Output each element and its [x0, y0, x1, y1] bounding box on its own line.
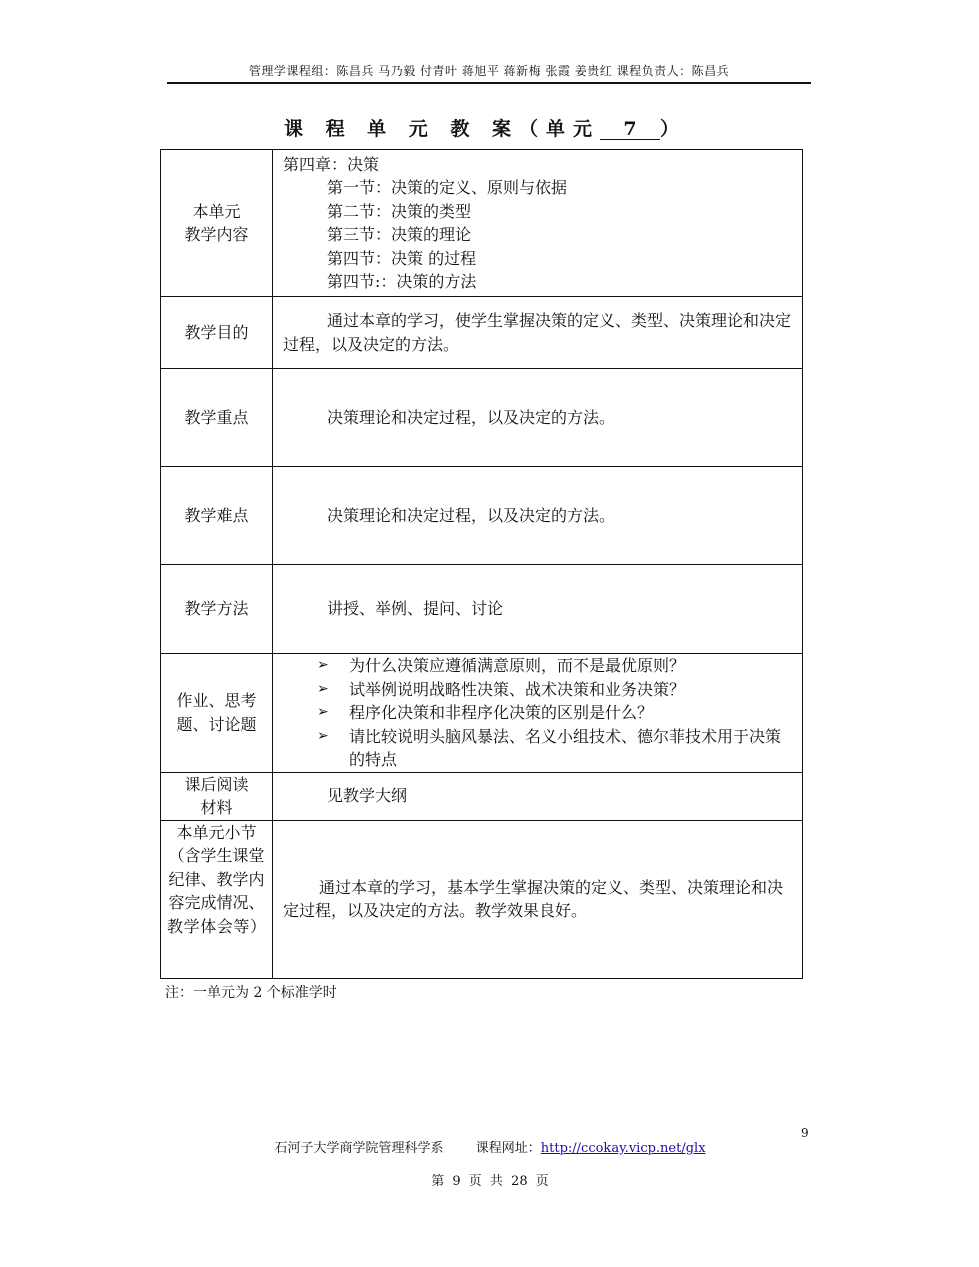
teaching-purpose-text: 通过本章的学习，使学生掌握决策的定义、类型、决策理论和决定过程，以及决定的方法。	[273, 297, 803, 369]
course-url-link[interactable]: http://ccokay.vicp.net/glx	[540, 1141, 706, 1156]
label-homework	[161, 654, 273, 773]
row-difficulties	[161, 467, 803, 565]
label-difficulties: 教学难点	[161, 467, 273, 565]
section-item: 第三节：决策的理论	[327, 225, 472, 244]
row-homework	[161, 654, 803, 773]
section-item: 第二节：决策的类型	[327, 201, 472, 221]
label-line: 课后阅读	[184, 774, 249, 794]
homework-cell	[273, 654, 803, 773]
key-points-text: 决策理论和决定过程，以及决定的方法。	[273, 369, 803, 467]
section-item: 第四节:：决策的方法	[327, 272, 477, 291]
label-line: 作业、思考	[176, 691, 257, 711]
label-line: 本单元	[192, 201, 241, 221]
question-item: ➢ 请比较说明头脑风暴法、名义小组技术、德尔菲技术用于决策的特点	[317, 725, 794, 772]
question-list	[273, 654, 794, 772]
footer-url-label: 课程网址：	[475, 1141, 541, 1156]
title-suffix: ）	[660, 118, 680, 140]
footnote: 注：一单元为 2 个标准学时	[165, 985, 337, 1001]
title-prefix: 课 程 单 元 教 案（单元	[283, 118, 601, 140]
page-number: 9	[801, 1126, 809, 1140]
label-summary: 本单元小节（含学生课堂纪律、教学内容完成情况、教学体会等）	[161, 820, 273, 978]
summary-text: 通过本章的学习，基本学生掌握决策的定义、类型、决策理论和决定过程，以及决定的方法。教学效果良好。	[273, 820, 803, 978]
unit-number: 7	[600, 119, 660, 140]
label-teaching-purpose: 教学目的	[161, 297, 273, 369]
section-item: 第四节：决策 的过程	[327, 248, 477, 268]
row-teaching-purpose	[161, 297, 803, 369]
label-key-points: 教学重点	[161, 369, 273, 467]
question-item: ➢ 为什么决策应遵循满意原则，而不是最优原则？	[317, 654, 794, 678]
teaching-methods-text: 讲授、举例、提问、讨论	[273, 565, 803, 654]
label-reading	[161, 772, 273, 820]
chapter-title: 第四章：决策	[283, 154, 380, 174]
header-rule	[167, 82, 811, 84]
row-teaching-methods	[161, 565, 803, 654]
teaching-content-cell	[273, 150, 803, 297]
label-line: 题、讨论题	[176, 714, 257, 734]
footer-org: 石河子大学商学院管理科学系	[274, 1141, 444, 1156]
row-reading	[161, 772, 803, 820]
label-line: 教学内容	[184, 225, 249, 244]
label-teaching-content	[161, 150, 273, 297]
question-item: ➢ 试举例说明战略性决策、战术决策和业务决策？	[317, 678, 794, 702]
label-line: 材料	[200, 798, 233, 817]
section-item: 第一节：决策的定义、原则与依据	[327, 178, 568, 197]
row-summary	[161, 820, 803, 978]
difficulties-text: 决策理论和决定过程，以及决定的方法。	[273, 467, 803, 565]
question-item: ➢ 程序化决策和非程序化决策的区别是什么？	[317, 701, 794, 725]
running-header: 管理学课程组：陈昌兵 马乃毅 付青叶 蒋旭平 蒋新梅 张霞 姜贵红 课程负责人：陈昌兵	[248, 64, 730, 78]
page-counter: 第 9 页 共 28 页	[431, 1174, 549, 1189]
page-footer	[160, 1137, 820, 1156]
reading-text: 见教学大纲	[273, 772, 803, 820]
row-teaching-content	[161, 150, 803, 297]
document-title	[160, 114, 803, 141]
label-teaching-methods: 教学方法	[161, 565, 273, 654]
lesson-plan-table	[160, 149, 803, 979]
row-key-points	[161, 369, 803, 467]
